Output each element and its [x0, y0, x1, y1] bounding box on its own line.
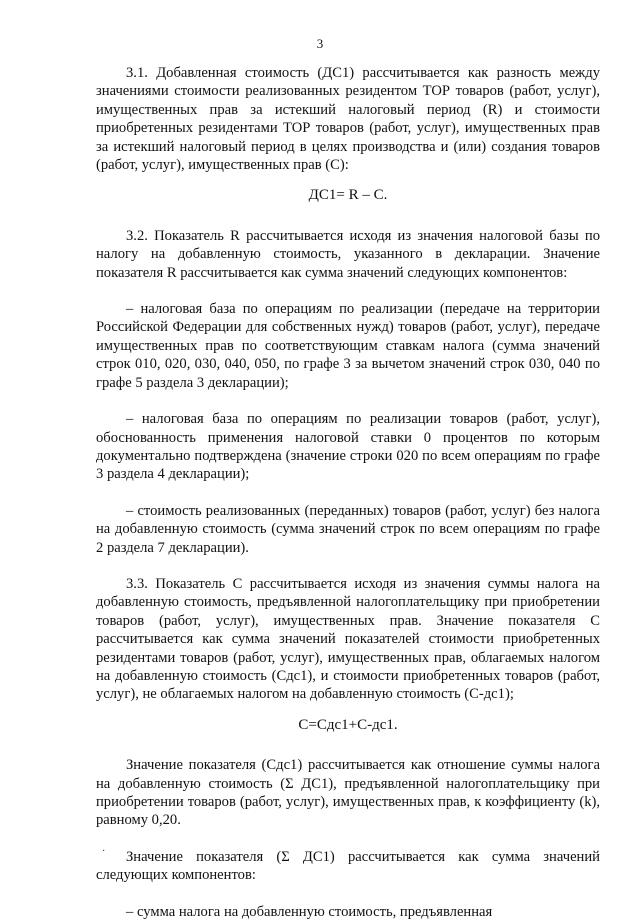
- document-body: [96, 64, 600, 921]
- paragraph-sum-ds1-definition: Значение показателя (Σ ДС1) рассчитывается как сумма значений следующих компонентов:: [96, 848, 600, 884]
- list-item-tax-base-zero-rate: – налоговая база по операциям по реализации товаров (работ, услуг), обоснованность применения налоговой ставки 0 процентов по которым документально подтверждена (значение строки 020 по всем операциям по графе 3 раздела 4 декларации);: [96, 411, 600, 483]
- list-item-tax-base-sales: – налоговая база по операциям по реализации (передаче на территории Российской Федерации для собственных нужд) товаров (работ, услуг), передаче имущественных прав по соответствующим ставкам налога (сумма значений строк 010, 020, 030, 040, 050, по графе 3 за вычетом значений строк 030, 040 по графе 5 раздела 3 декларации);: [96, 301, 600, 391]
- list-item-untaxed-goods: – стоимость реализованных (переданных) товаров (работ, услуг) без налога на добавленную стоимость (сумма значений строк по всем операциям по графе 2 раздела 7 декларации).: [96, 502, 600, 556]
- paragraph-3-3: 3.3. Показатель С рассчитывается исходя из значения суммы налога на добавленную стоимость, предъявленной налогоплательщику при приобретении товаров (работ, услуг), имущественных прав. Значение показателя С рассчитывается как сумма значений показателей стоимости приобретенных резидентами товаров (работ, услуг), имущественных прав, облагаемых налогом на добавленную стоимость (Сдс1), и стоимости приобретенных товаров (работ, услуг), не облагаемых налогом на добавленную стоимость (С-дс1);: [96, 575, 600, 703]
- paragraph-3-1: 3.1. Добавленная стоимость (ДС1) рассчитывается как разность между значениями стоимости реализованных резидентом ТОР товаров (работ, услуг), имущественных прав за истекший налоговый период (R) и стоимости приобретенных резидентами ТОР товаров (работ, услуг), имущественных прав за истекший налоговый период в целях производства и (или) создания товаров (работ, услуг), имущественных прав (С):: [96, 65, 600, 174]
- paragraph-cds1-definition: Значение показателя (Сдс1) рассчитывается как отношение суммы налога на добавленную стоимость (Σ ДС1), предъявленной налогоплательщику при приобретении товаров (работ, услуг), имущественных прав, к коэффициенту (k), равному 0,20.: [96, 757, 600, 829]
- page-number: 3: [316, 36, 324, 51]
- list-item-vat-amount: – сумма налога на добавленную стоимость, предъявленная: [126, 903, 493, 920]
- bottom-dot-mark: ·: [102, 846, 106, 857]
- paragraph-3-2: 3.2. Показатель R рассчитывается исходя из значения налоговой базы по налогу на добавленную стоимость, указанного в декларации. Значение показателя R рассчитывается как сумма значений следующих компонентов:: [96, 227, 600, 281]
- formula-c: С=Сдс1+С-дс1.: [298, 716, 398, 733]
- formula-ds1: ДС1= R – С.: [308, 187, 388, 204]
